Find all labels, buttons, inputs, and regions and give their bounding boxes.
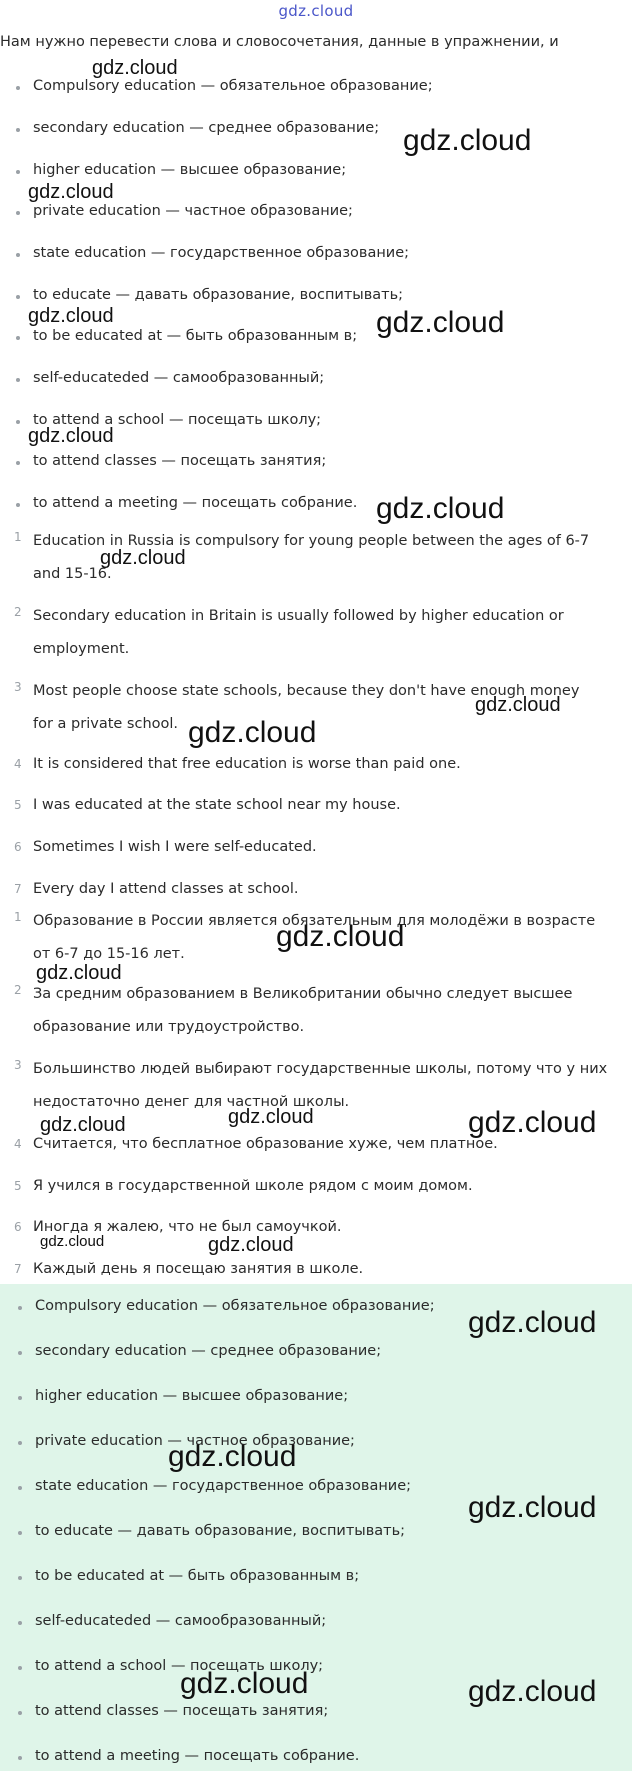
bullet-icon — [18, 1576, 22, 1580]
watermark: gdz.cloud — [92, 57, 178, 79]
watermark: gdz.cloud — [188, 716, 317, 749]
bullet-icon — [16, 295, 20, 299]
watermark: gdz.cloud — [475, 694, 561, 716]
watermark: gdz.cloud — [180, 1667, 309, 1700]
watermark: gdz.cloud — [168, 1440, 297, 1473]
bullet-icon — [18, 1306, 22, 1310]
watermark: gdz.cloud — [376, 306, 505, 339]
bullet-icon — [18, 1441, 22, 1445]
intro-text: Нам нужно перевести слова и словосочетания, данные в упражнении, и — [0, 34, 559, 50]
bullet-icon — [18, 1531, 22, 1535]
bullet-icon — [18, 1756, 22, 1760]
watermark: gdz.cloud — [28, 425, 114, 447]
watermark: gdz.cloud — [276, 920, 405, 953]
site-logo[interactable]: gdz.cloud — [278, 2, 354, 20]
bullet-icon — [16, 170, 20, 174]
bullet-icon — [16, 503, 20, 507]
watermark: gdz.cloud — [403, 124, 532, 157]
bullet-icon — [16, 211, 20, 215]
bullet-icon — [18, 1711, 22, 1715]
watermark: gdz.cloud — [468, 1491, 597, 1524]
bullet-icon — [18, 1396, 22, 1400]
watermark: gdz.cloud — [40, 1233, 105, 1250]
watermark: gdz.cloud — [468, 1306, 597, 1339]
watermark: gdz.cloud — [28, 181, 114, 203]
bullet-icon — [16, 420, 20, 424]
watermark: gdz.cloud — [36, 962, 122, 984]
watermark: gdz.cloud — [468, 1675, 597, 1708]
watermark: gdz.cloud — [208, 1234, 294, 1256]
bullet-icon — [16, 336, 20, 340]
answer-block: Compulsory education — обязательное образование; secondary education — среднее образование; higher education — высшее образование; private education — частное образование; state education — государственное образование; to educate — давать образование, воспитывать; to be educated at — быть образованным в; self-educateded — самообразованный; to attend a school — посещать школу; to attend classes — посещать занятия; to attend a meeting — посещать собрание. — [0, 1284, 632, 1771]
bullet-icon — [16, 128, 20, 132]
watermark: gdz.cloud — [40, 1114, 126, 1136]
watermark: gdz.cloud — [100, 547, 186, 569]
bullet-icon — [16, 86, 20, 90]
watermark: gdz.cloud — [28, 305, 114, 327]
bullet-icon — [18, 1621, 22, 1625]
watermark: gdz.cloud — [376, 492, 505, 525]
bullet-icon — [18, 1351, 22, 1355]
bullet-icon — [16, 253, 20, 257]
bullet-icon — [16, 378, 20, 382]
bullet-icon — [18, 1486, 22, 1490]
watermark: gdz.cloud — [228, 1106, 314, 1128]
bullet-icon — [18, 1666, 22, 1670]
watermark: gdz.cloud — [468, 1106, 597, 1139]
bullet-icon — [16, 461, 20, 465]
